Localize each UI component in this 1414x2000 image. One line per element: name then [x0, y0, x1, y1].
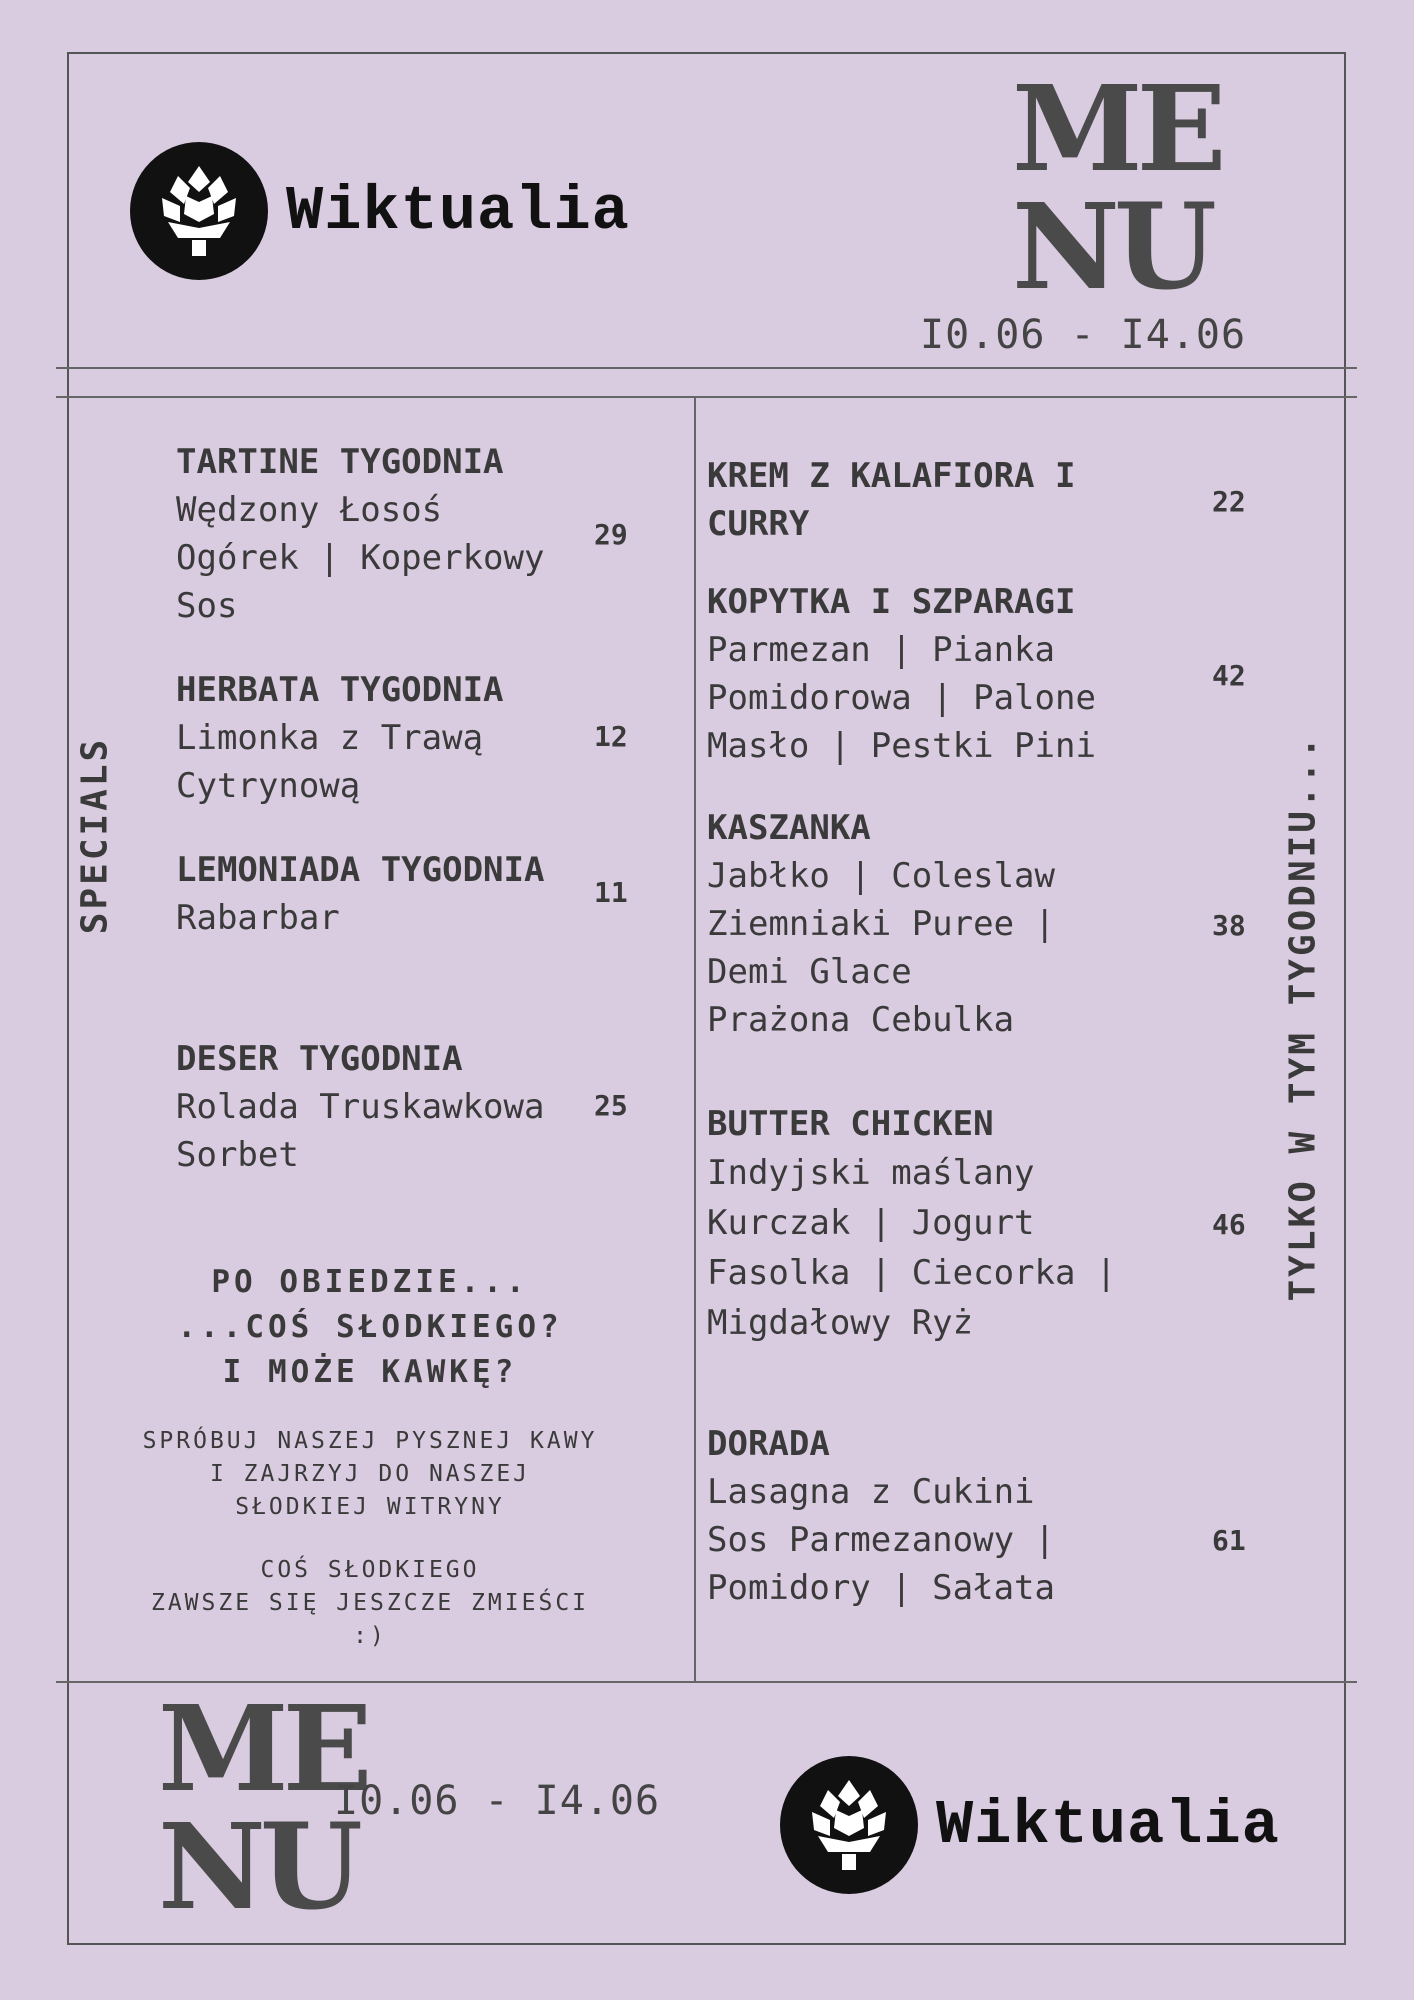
special-title: LEMONIADA TYGODNIA — [176, 850, 545, 890]
main-desc: Parmezan | Pianka — [707, 630, 1055, 670]
special-price: 12 — [594, 720, 628, 753]
special-desc: Cytrynową — [176, 766, 361, 806]
special-price: 11 — [594, 876, 628, 909]
main-title: KREM Z KALAFIORA I — [707, 456, 1076, 496]
promo-text-line: SPRÓBUJ NASZEJ PYSZNEJ KAWY — [142, 1428, 598, 1454]
special-price: 25 — [594, 1089, 628, 1122]
main-title: CURRY — [707, 504, 810, 544]
menu-title-line2: NU — [158, 1797, 357, 1936]
main-title: DORADA — [707, 1424, 830, 1464]
main-item — [707, 1420, 1055, 1612]
footer-logo — [780, 1756, 1280, 1894]
menu-title-line2: NU — [1012, 177, 1211, 316]
header-logo — [130, 142, 630, 280]
promo-headline-line: ...COŚ SŁODKIEGO? — [177, 1309, 563, 1345]
promo-text-line: ZAWSZE SIĘ JESZCZE ZMIEŚCI — [150, 1590, 590, 1616]
main-item — [707, 578, 1096, 770]
specials-label: SPECIALS — [74, 736, 116, 935]
main-price: 38 — [1212, 909, 1246, 942]
main-desc: Sos Parmezanowy | — [707, 1520, 1055, 1560]
header-menu-title — [1012, 59, 1221, 316]
main-desc: Indyjski maślany — [707, 1153, 1035, 1193]
brand-name: Wiktualia — [936, 1789, 1280, 1861]
promo-headline-line: I MOŻE KAWKĘ? — [222, 1354, 518, 1390]
promo-headline — [120, 1260, 620, 1395]
special-desc: Wędzony Łosoś — [176, 490, 443, 530]
special-title: DESER TYGODNIA — [176, 1039, 463, 1079]
main-desc: Fasolka | Ciecorka | — [707, 1253, 1117, 1293]
main-price: 61 — [1212, 1524, 1246, 1557]
menu-title-line1: ME — [1012, 59, 1221, 198]
main-desc: Lasagna z Cukini — [707, 1472, 1035, 1512]
column-divider — [694, 397, 696, 1682]
main-desc: Migdałowy Ryż — [707, 1303, 974, 1343]
main-desc: Prażona Cebulka — [707, 1000, 1015, 1040]
header-divider-bottom — [56, 396, 1357, 398]
special-desc: Sorbet — [176, 1135, 299, 1175]
main-item — [707, 452, 1075, 548]
footer-date-range: I0.06 - I4.06 — [334, 1778, 661, 1824]
main-desc: Pomidory | Sałata — [707, 1568, 1055, 1608]
main-desc: Kurczak | Jogurt — [707, 1203, 1035, 1243]
promo-text-line: :) — [353, 1623, 387, 1649]
special-item — [176, 438, 544, 630]
special-title: TARTINE TYGODNIA — [176, 442, 504, 482]
promo-text-line: I ZAJRZYJ DO NASZEJ — [209, 1461, 531, 1487]
special-price: 29 — [594, 518, 628, 551]
main-item — [707, 804, 1055, 1044]
promo-coffee-text — [120, 1425, 620, 1524]
promo-sweet-text — [120, 1554, 620, 1653]
special-desc: Rolada Truskawkowa — [176, 1087, 545, 1127]
brand-name: Wiktualia — [286, 175, 630, 247]
main-price: 46 — [1212, 1208, 1246, 1241]
special-item — [176, 846, 544, 942]
main-desc: Pomidorowa | Palone — [707, 678, 1096, 718]
artichoke-icon — [780, 1756, 918, 1894]
main-desc: Ziemniaki Puree | — [707, 904, 1055, 944]
special-desc: Ogórek | Koperkowy — [176, 538, 545, 578]
promo-block — [120, 1260, 620, 1653]
promo-text-line: SŁODKIEJ WITRYNY — [235, 1494, 505, 1520]
special-title: HERBATA TYGODNIA — [176, 670, 504, 710]
header-date-range: I0.06 - I4.06 — [920, 312, 1247, 358]
main-desc: Masło | Pestki Pini — [707, 726, 1096, 766]
main-desc: Demi Glace — [707, 952, 912, 992]
promo-text-line: COŚ SŁODKIEGO — [260, 1557, 480, 1583]
promo-headline-line: PO OBIEDZIE... — [211, 1264, 529, 1300]
this-week-label: TYLKO W TYM TYGODNIU... — [1282, 734, 1324, 1302]
main-title: KOPYTKA I SZPARAGI — [707, 582, 1076, 622]
special-desc: Sos — [176, 586, 238, 626]
main-title: BUTTER CHICKEN — [707, 1104, 994, 1144]
main-title: KASZANKA — [707, 808, 871, 848]
artichoke-icon — [130, 142, 268, 280]
main-desc: Jabłko | Coleslaw — [707, 856, 1055, 896]
special-desc: Rabarbar — [176, 898, 340, 938]
menu-title-line1: ME — [158, 1679, 367, 1818]
special-desc: Limonka z Trawą — [176, 718, 484, 758]
main-price: 42 — [1212, 659, 1246, 692]
header-divider-top — [56, 367, 1357, 369]
special-item — [176, 666, 504, 810]
special-item — [176, 1035, 544, 1179]
main-price: 22 — [1212, 485, 1246, 518]
main-item — [707, 1100, 1116, 1348]
